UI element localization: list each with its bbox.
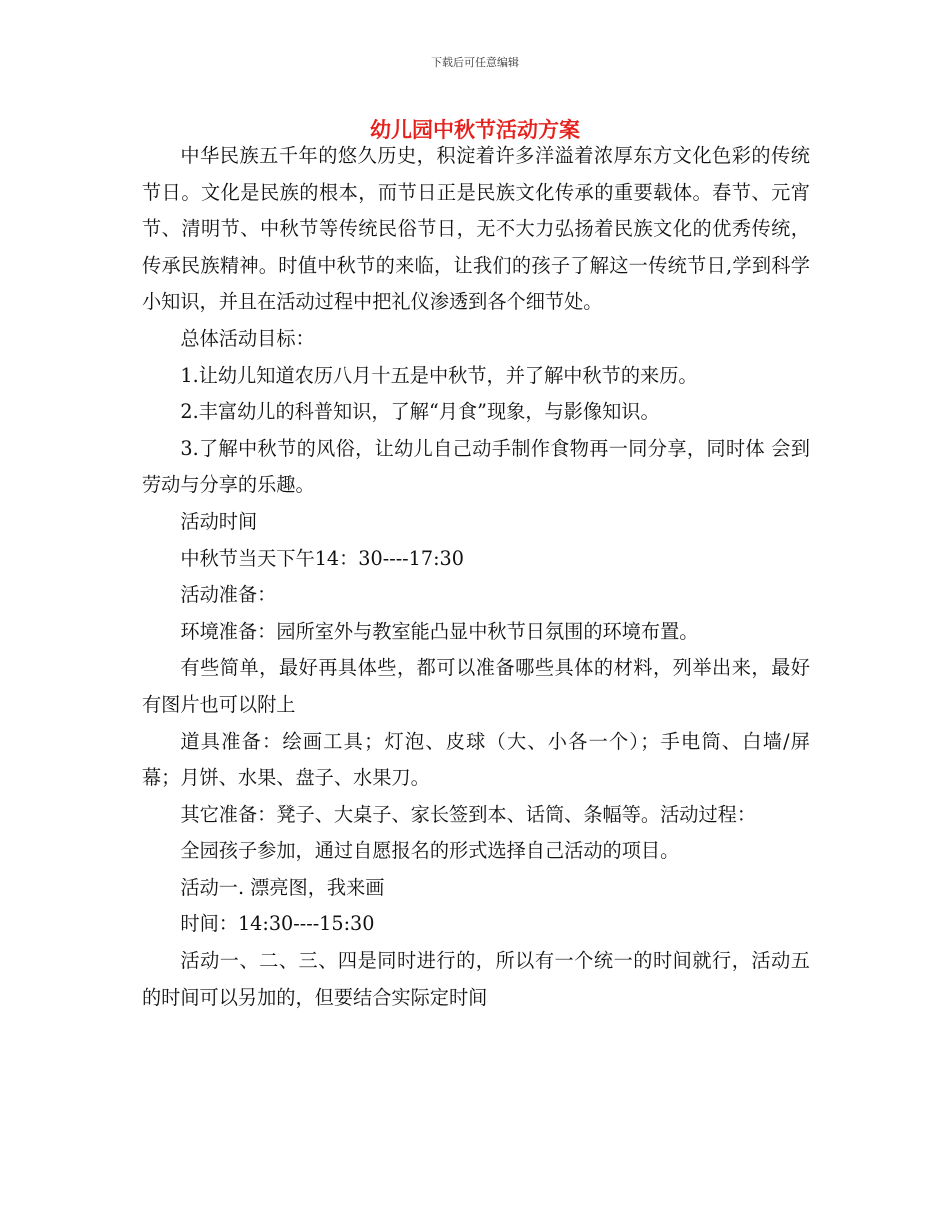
- paragraph-props-prep: 道具准备：绘画工具；灯泡、皮球（大、小各一个）；手电筒、白墙/屏幕；月饼、水果、盘子、水果刀。: [142, 729, 810, 790]
- paragraph-time: 中秋节当天下午14：30----17:30: [180, 546, 464, 570]
- paragraph-env-prep: 环境准备：园所室外与教室能凸显中秋节日氛围的环境布置。: [180, 619, 699, 643]
- document-title: 幼儿园中秋节活动方案: [370, 118, 580, 142]
- paragraph-goal-1: 1.让幼儿知道农历八月十五是中秋节，并了解中秋节的来历。: [180, 363, 698, 387]
- paragraph-time-heading: 活动时间: [180, 509, 258, 533]
- paragraph-participation: 全园孩子参加，通过自愿报名的形式选择自己活动的项目。: [180, 839, 680, 863]
- paragraph-activity-1-time: 时间：14:30----15:30: [180, 912, 375, 936]
- paragraph-intro: 中华民族五千年的悠久历史，积淀着许多洋溢着浓厚东方文化色彩的传统节日。文化是民族的根本，而节日正是民族文化传承的重要载体。春节、元宵节、清明节、中秋节等传统民俗节日，无不大力弘扬着民族文化的优秀传统，传承民族精神。时值中秋节的来临，让我们的孩子了解这一传统节日,学到科学小知识，并且在活动过程中把礼仪渗透到各个细节处。: [142, 144, 810, 314]
- paragraph-prep-heading: 活动准备：: [180, 583, 277, 607]
- paragraph-goals-heading: 总体活动目标：: [180, 326, 315, 350]
- paragraph-goal-3: 3.了解中秋节的风俗，让幼儿自己动手制作食物再一同分享，同时体 会到劳动与分享的乐趣。: [142, 436, 810, 497]
- paragraph-goal-2: 2.丰富幼儿的科普知识，了解“月食”现象，与影像知识。: [180, 400, 660, 424]
- document-body: [142, 138, 810, 1016]
- header-note: 下载后可任意编辑: [431, 56, 519, 69]
- paragraph-other-prep: 其它准备：凳子、大桌子、家长签到本、话筒、条幅等。活动过程：: [180, 802, 757, 826]
- paragraph-activity-1: 活动一. 漂亮图，我来画: [180, 875, 385, 899]
- paragraph-schedule-note: 活动一、二、三、四是同时进行的，所以有一个统一的时间就行，活动五的时间可以另加的，但要结合实际定时间: [142, 949, 810, 1009]
- paragraph-comment: 有些简单，最好再具体些，都可以准备哪些具体的材料，列举出来，最好有图片也可以附上: [142, 656, 810, 716]
